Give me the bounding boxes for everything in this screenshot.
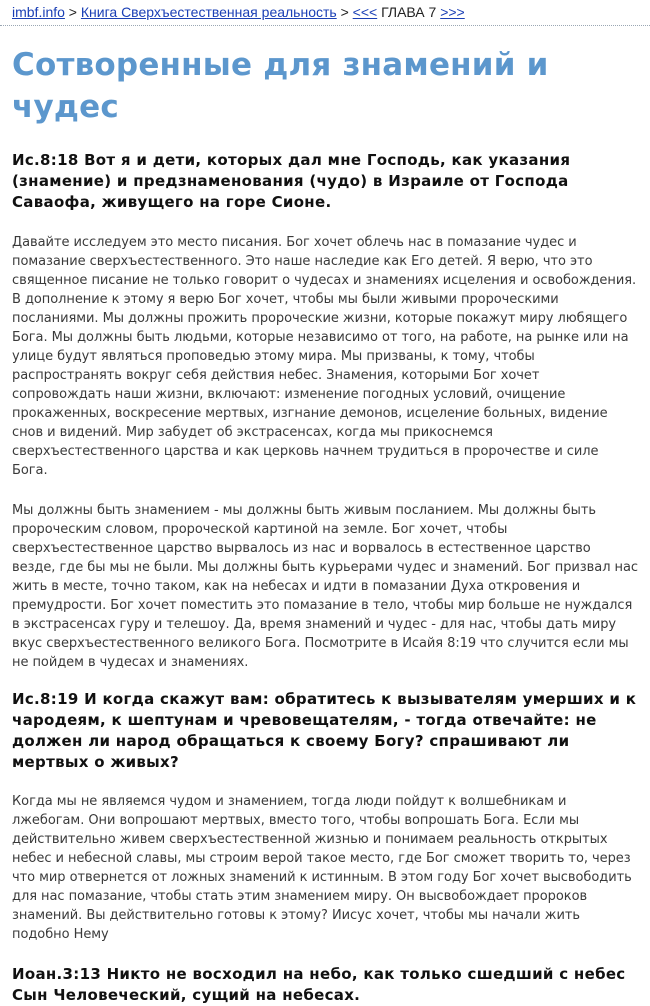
page-title: Сотворенные для знамений и чудес <box>12 47 549 125</box>
body-paragraph: Давайте исследуем это место писания. Бог хочет облечь нас в помазание чудес и помазание сверхъестественного. Это наше наследие как Его детей. Я верю, что это священное писание не только говорит о чудесах и знамениях исцеления и освобождения. В дополнение к этому я верю Бог хочет, чтобы мы были живыми пророческими посланиями. Мы должны прожить пророческие жизни, которые покажут миру любящего Бога. Мы должны быть людьми, которые независимо от того, на работе, на рынке или на улице будут являться проповедью этому мира. Мы призваны, к тому, чтобы распространять вокруг себя действия небес. Знамения, которыми Бог хочет сопровождать наши жизни, включают: изменение погодных условий, очищение прокаженных, воскресение мертвых, изгнание демонов, исцеление больных, видение снов и видений. Мир забудет об экстрасенсах, когда мы прикоснемся сверхъестественного царства и как церковь начнем трудиться в пророчестве и силе Бога. <box>12 235 637 478</box>
prev-chapter-link[interactable]: <<< <box>352 4 378 20</box>
scripture-verse: Иоан.3:13 Никто не восходил на небо, как только сшедший с небес Сын Человеческий, сущий на небесах. <box>12 965 626 1004</box>
breadcrumb-separator: > <box>64 4 81 20</box>
breadcrumb-separator: > <box>336 4 353 20</box>
breadcrumb-chapter-label: ГЛАВА 7 <box>377 4 441 20</box>
breadcrumb-divider <box>0 25 650 26</box>
breadcrumb-book-link[interactable]: Книга Сверхъестественная реальность <box>80 4 337 20</box>
next-chapter-link[interactable]: >>> <box>440 4 465 20</box>
page <box>12 0 638 1006</box>
scripture-verse: Ис.8:18 Вот я и дети, которых дал мне Господь, как указания (знамение) и предзнаменования (чудо) в Израиле от Господа Саваофа, живущего на горе Сионе. <box>12 151 571 211</box>
body-paragraph: Когда мы не являемся чудом и знамением, тогда люди пойдут к волшебникам и лжебогам. Они вопрошают мертвых, вместо того, чтобы вопрошать Бога. Если мы действительно живем сверхъестественной жизнью и понимаем реальность открытых небес и небесной славы, мы строим верой такое место, где Бог сможет творить то, через что мир отвернется от ложных знамений к истинным. В этом году Бог хочет высвободить для нас помазание, чтобы стать этим знамением миру. Он высвобождает пророков знамений. Вы действительно готовы к этому? Иисус хочет, чтобы мы начали жить подобно Нему <box>12 794 632 942</box>
breadcrumb <box>12 0 638 24</box>
scripture-verse: Ис.8:19 И когда скажут вам: обратитесь к вызывателям умерших и к чародеям, к шептунам и чревовещателям, - тогда отвечайте: не должен ли народ обращаться к своему Богу? спрашивают ли мертвых о живых? <box>12 690 637 771</box>
body-paragraph: Мы должны быть знамением - мы должны быть живым посланием. Мы должны быть пророческим словом, пророческой картиной на земле. Бог хочет, чтобы сверхъестественное царство вырвалось из нас и ворвалось в естественное царство везде, где бы мы не были. Мы должны быть курьерами чудес и знамений. Бог призвал нас жить в месте, точно таком, как на небесах и идти в помазании Духа откровения и премудрости. Бог хочет поместить это помазание в тело, чтобы мир больше не нуждался в экстрасенсах гуру и телешоу. Да, время знамений и чудес - для нас, чтобы дать миру вкус сверхъестественного великого Бога. Посмотрите в Исайя 8:19 что случится если мы не пойдем в чудесах и знамениях. <box>12 503 639 670</box>
breadcrumb-site-link[interactable]: imbf.info <box>12 4 65 20</box>
